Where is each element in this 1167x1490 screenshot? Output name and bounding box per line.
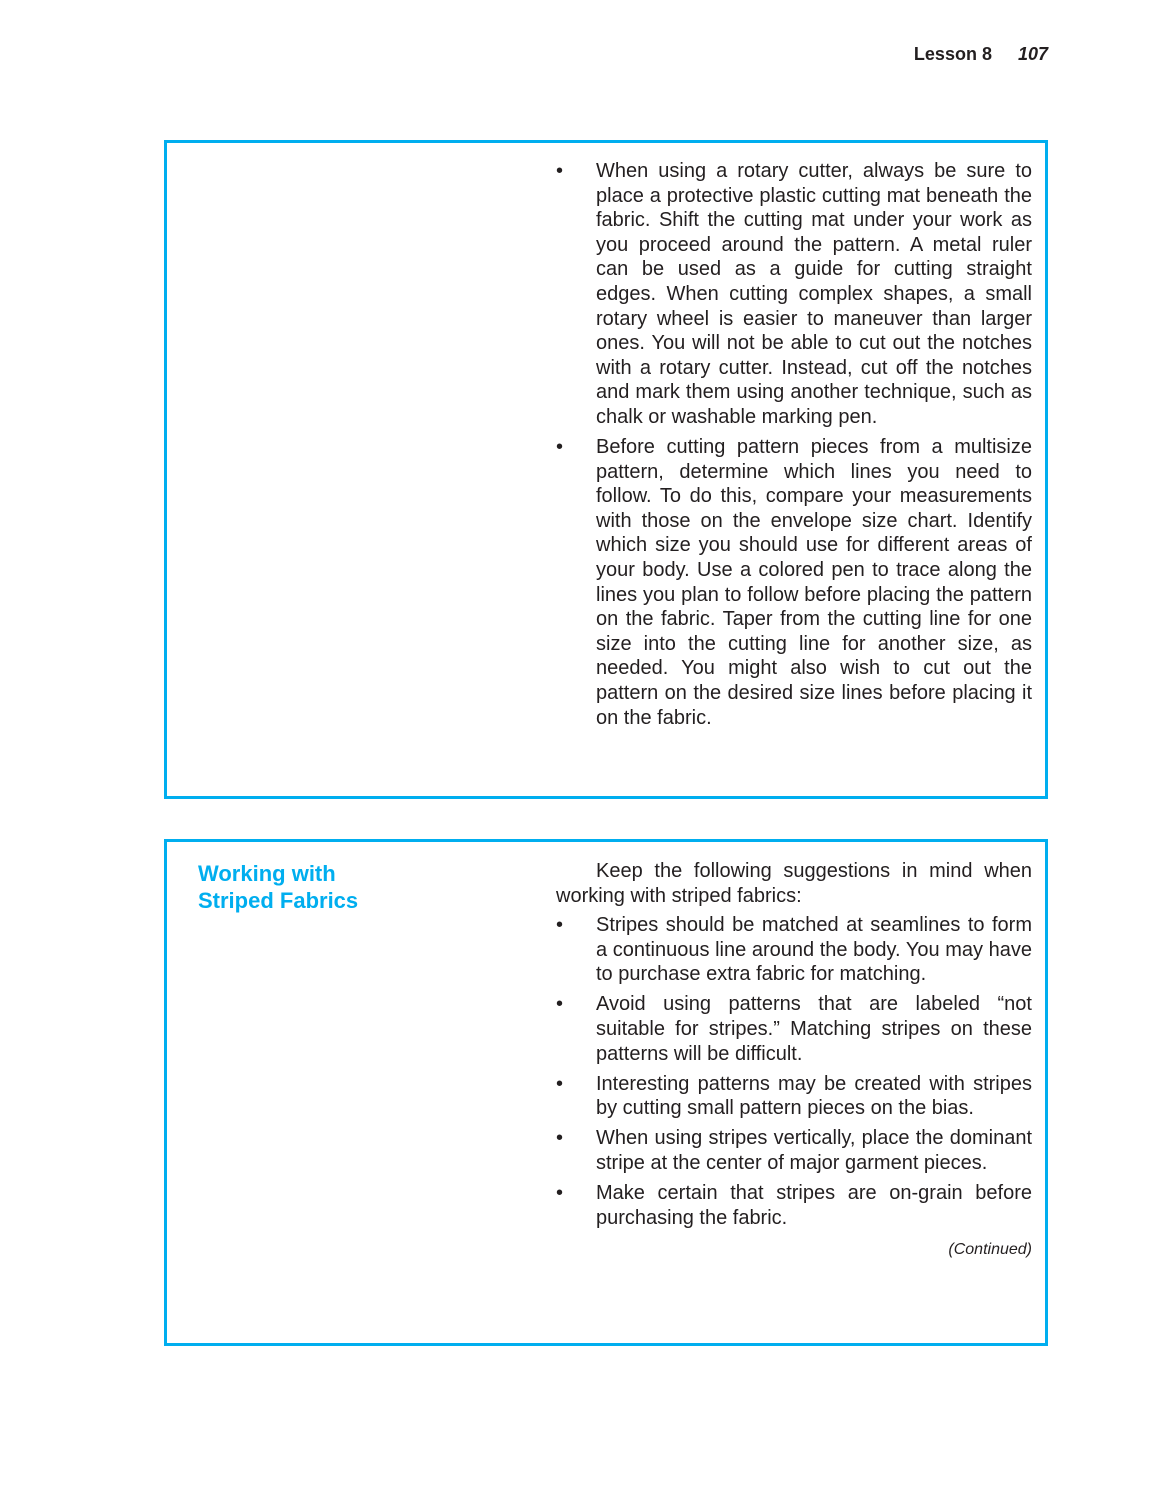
intro-paragraph: Keep the following suggestions in mind when working with striped fabrics: bbox=[556, 860, 1032, 907]
list-item bbox=[556, 1126, 1032, 1175]
list-item bbox=[556, 913, 1032, 987]
list-item-text: When using a rotary cutter, always be sure to place a protective plastic cutting mat beneath the fabric. Shift the cutting mat under your work as you proceed around the pattern. A metal ruler can be used as a guide for cutting straight edges. When cutting complex shapes, a small rotary wheel is easier to maneuver than larger ones. You will not be able to cut out the notches with a rotary cutter. Instead, cut off the notches and mark them using another technique, such as chalk or washable marking pen. bbox=[596, 160, 1032, 428]
page-number: 107 bbox=[1017, 44, 1048, 64]
list-item bbox=[556, 1181, 1032, 1230]
text-column bbox=[556, 859, 1032, 1263]
bullet-list bbox=[556, 913, 1032, 1230]
list-item bbox=[556, 1072, 1032, 1121]
bullet-icon: • bbox=[556, 1127, 564, 1150]
bullet-icon: • bbox=[556, 1182, 564, 1205]
running-head bbox=[914, 44, 1048, 65]
list-item-text: Before cutting pattern pieces from a multisize pattern, determine which lines you need to follow. To do this, compare your measurements with those on the envelope size chart. Identify which size you should use for different areas of your body. Use a colored pen to trace along the lines you plan to follow before placing the pattern on the fabric. Taper from the cutting line for one size into the cutting line for another size, as needed. You might also wish to cut out the pattern on the desired size lines before placing it on the fabric. bbox=[596, 436, 1032, 729]
list-item-text: Avoid using patterns that are labeled “not suitable for stripes.” Matching stripes on these patterns will be difficult. bbox=[596, 993, 1032, 1065]
bullet-icon: • bbox=[556, 436, 564, 459]
list-item bbox=[556, 435, 1032, 730]
tips-box-cutting bbox=[164, 140, 1048, 799]
tips-box-striped bbox=[164, 839, 1048, 1346]
list-item bbox=[556, 992, 1032, 1066]
list-item-text: Make certain that stripes are on-grain before purchasing the fabric. bbox=[596, 1182, 1032, 1229]
bullet-icon: • bbox=[556, 160, 564, 182]
bullet-list bbox=[556, 159, 1032, 730]
bullet-icon: • bbox=[556, 993, 564, 1016]
heading-line: Striped Fabrics bbox=[198, 888, 359, 913]
bullet-icon: • bbox=[556, 1072, 564, 1095]
list-item bbox=[556, 159, 1032, 430]
text-column bbox=[556, 159, 1032, 736]
bullet-icon: • bbox=[556, 914, 564, 937]
heading-line: Working with bbox=[198, 861, 336, 886]
list-item-text: Stripes should be matched at seamlines to form a continuous line around the body. You may have to purchase extra fabric for matching. bbox=[596, 914, 1032, 986]
list-item-text: When using stripes vertically, place the dominant stripe at the center of major garment pieces. bbox=[596, 1127, 1032, 1175]
continued-note: (Continued) bbox=[948, 1241, 1032, 1259]
section-heading bbox=[198, 860, 358, 914]
lesson-label: Lesson 8 bbox=[913, 44, 992, 64]
list-item-text: Interesting patterns may be created with stripes by cutting small pattern pieces on the bias. bbox=[596, 1072, 1032, 1120]
